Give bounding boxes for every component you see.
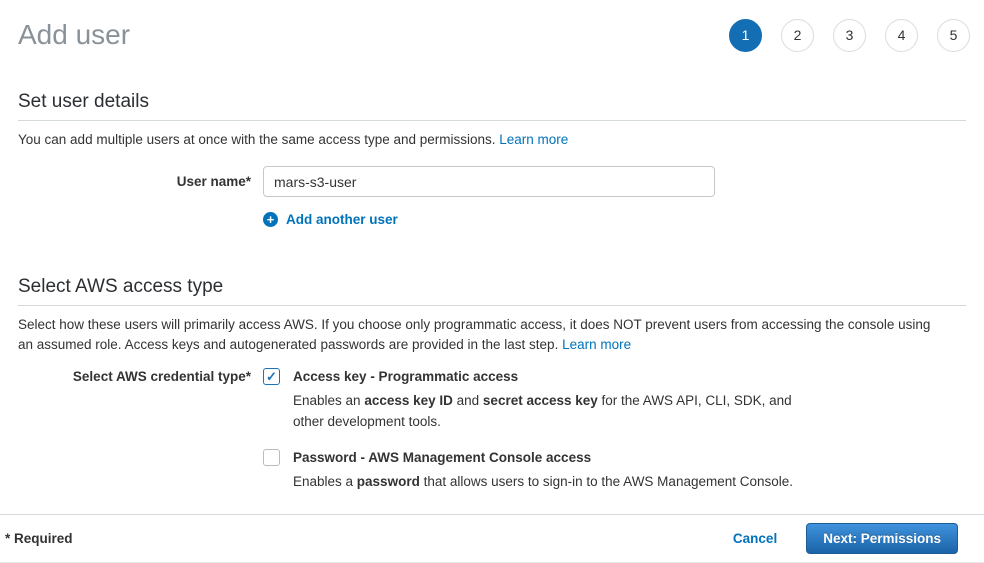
step-indicator-1: 1: [729, 19, 762, 52]
access-key-description: [293, 390, 792, 432]
page-title: Add user: [18, 19, 131, 50]
credential-option-password: [18, 449, 966, 492]
password-title[interactable]: Password - AWS Management Console access: [293, 450, 592, 465]
step-indicator-5: 5: [937, 19, 970, 52]
add-another-user-label: Add another user: [286, 212, 398, 227]
desc-text: Enables an: [293, 393, 365, 408]
section-heading-access-type: Select AWS access type: [18, 275, 966, 306]
learn-more-link-access-type[interactable]: Learn more: [562, 337, 632, 352]
desc-text: for the AWS API, CLI, SDK, and: [597, 393, 792, 408]
user-details-intro: [18, 130, 966, 150]
footer-actions: [733, 523, 958, 554]
desc-bold-text: password: [356, 474, 420, 489]
user-details-intro-text: You can add multiple users at once with the same access type and permissions.: [18, 132, 500, 147]
plus-circle-icon: +: [263, 212, 278, 227]
wizard-steps: [729, 19, 970, 52]
desc-text: and: [452, 393, 483, 408]
access-type-intro-line2: an assumed role. Access keys and autogenerated passwords are provided in the last step.: [18, 337, 563, 352]
credential-option-access-key: [18, 368, 966, 432]
password-checkbox[interactable]: [263, 449, 280, 466]
step-indicator-3: 3: [833, 19, 866, 52]
desc-text: that allows users to sign-in to the AWS Management Console.: [419, 474, 794, 489]
page-header: [0, 0, 984, 52]
required-note: * Required: [5, 531, 73, 546]
cancel-button[interactable]: Cancel: [732, 531, 778, 546]
user-name-label: User name*: [176, 174, 251, 189]
access-type-intro: [18, 315, 966, 355]
main-content: [0, 90, 984, 492]
access-type-intro-line1: Select how these users will primarily access AWS. If you choose only programmatic access, it does NOT prevent users from accessing the console using: [18, 317, 931, 332]
desc-bold-text: access key ID: [364, 393, 453, 408]
checkmark-icon: ✓: [266, 369, 277, 384]
step-indicator-2: 2: [781, 19, 814, 52]
password-description: [293, 471, 793, 492]
add-another-user-button[interactable]: [263, 212, 398, 227]
section-heading-user-details: Set user details: [18, 90, 966, 121]
user-name-input[interactable]: [263, 166, 715, 197]
access-key-title[interactable]: Access key - Programmatic access: [293, 369, 519, 384]
desc-bold-text: secret access key: [482, 393, 598, 408]
access-key-checkbox[interactable]: [263, 368, 280, 385]
learn-more-link-user-details[interactable]: Learn more: [499, 132, 569, 147]
desc-text: Enables a: [293, 474, 357, 489]
credential-type-label: Select AWS credential type*: [72, 369, 251, 384]
user-name-row: [18, 166, 966, 197]
access-key-text: [293, 368, 792, 432]
step-indicator-4: 4: [885, 19, 918, 52]
password-text: [293, 449, 793, 492]
desc-text: other development tools.: [293, 414, 441, 429]
next-permissions-button[interactable]: Next: Permissions: [806, 523, 958, 554]
